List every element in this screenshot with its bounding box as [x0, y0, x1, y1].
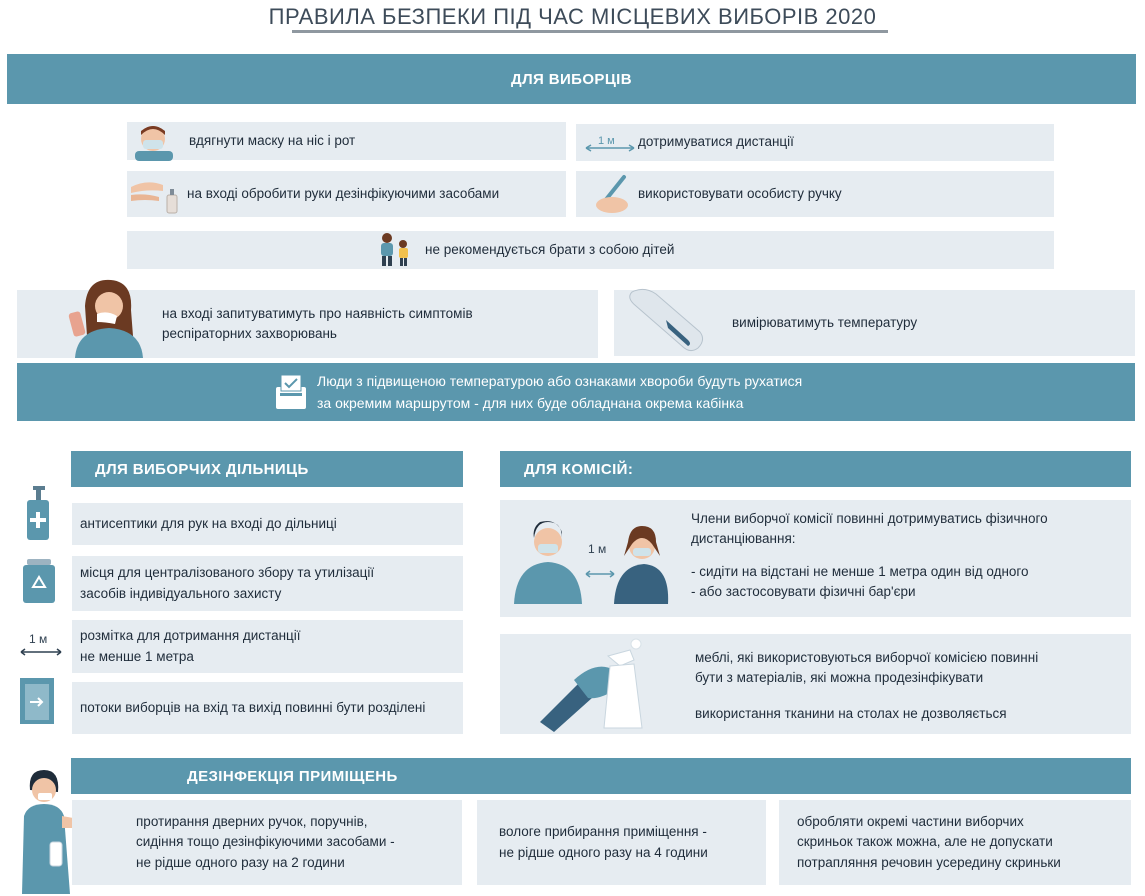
- disinfection-card-ballot-boxes-line3: потрапляння речовин усередину скриньки: [797, 854, 1061, 870]
- card-distance-text: дотримуватися дистанції: [638, 134, 794, 150]
- commission-card-distancing-line3: - сидіти на відстані не менше 1 метра один від одного: [691, 563, 1029, 579]
- card-symptoms-line2: респіраторних захворювань: [162, 326, 337, 341]
- card-pen: [576, 171, 1054, 217]
- station-card-flows: [72, 682, 463, 734]
- title-underline: [292, 30, 888, 33]
- notice-banner: [17, 363, 1135, 421]
- card-children-text: не рекомендується брати з собою дітей: [425, 241, 675, 257]
- card-distance: [576, 124, 1054, 161]
- station-card-flows-text: потоки виборців на вхід та вихід повинні бути розділені: [80, 699, 426, 715]
- commission-distance-label: 1 м: [588, 542, 607, 556]
- commission-card-distancing-line1: Члени виборчої комісії повинні дотримуватись фізичного: [691, 511, 1048, 526]
- spray-bottle-icon: [538, 636, 648, 732]
- station-distance-label: 1 м: [29, 632, 48, 646]
- commission-card-furniture-line1: меблі, які використовуються виборчої комісією повинні: [695, 650, 1039, 665]
- voters-header: [7, 54, 1136, 104]
- station-card-sanitizer: [72, 503, 463, 545]
- card-mask-text: вдягнути маску на ніс і рот: [189, 132, 356, 148]
- disinfection-card-wet-cleaning-line1: вологе прибирання приміщення -: [499, 824, 707, 840]
- masked-people-icon: [510, 514, 670, 604]
- disinfection-card-wet-cleaning: [477, 800, 766, 885]
- distance-label: 1 м: [598, 135, 615, 147]
- page-title: ПРАВИЛА БЕЗПЕКИ ПІД ЧАС МІСЦЕВИХ ВИБОРІВ 2020: [268, 4, 877, 29]
- commission-card-furniture: [500, 634, 1131, 734]
- card-hands: [127, 171, 566, 217]
- commission-card-distancing-line4: - або застосовувати фізичні бар'єри: [691, 583, 916, 599]
- disinfection-card-ballot-boxes: [779, 800, 1131, 885]
- face-mask-icon: [129, 123, 177, 161]
- station-card-disposal: [72, 556, 463, 611]
- card-children: [127, 231, 1054, 269]
- stations-header: [71, 451, 463, 487]
- disinfection-card-ballot-boxes-line1: обробляти окремі частини виборчих: [797, 814, 1024, 830]
- commission-card-distancing: [500, 500, 1131, 617]
- sick-person-icon: [67, 276, 151, 358]
- disinfection-card-handles-line3: не рідше одного разу на 2 години: [136, 854, 345, 870]
- station-card-disposal-line1: місця для централізованого збору та утилізації: [80, 565, 375, 581]
- ballot-box-icon: [274, 373, 308, 411]
- exit-door-icon: [18, 676, 56, 726]
- disinfection-card-wet-cleaning-line2: не рідше одного разу на 4 години: [499, 844, 708, 860]
- disinfection-header: [71, 758, 1131, 794]
- card-symptoms-line1: на вході запитуватимуть про наявність симптомів: [162, 305, 473, 321]
- commissions-header-label: ДЛЯ КОМІСІЙ:: [524, 460, 634, 478]
- card-mask: [127, 122, 566, 160]
- sanitizer-bottle-icon: [23, 484, 53, 542]
- disinfection-card-handles-line2: сидіння тощо дезінфікуючими засобами -: [136, 834, 395, 850]
- commission-card-distancing-line2: дистанціювання:: [691, 531, 796, 547]
- card-symptoms: [17, 290, 598, 358]
- commission-card-furniture-line2: бути з матеріалів, які можна продезінфікувати: [695, 670, 984, 686]
- voters-header-label: ДЛЯ ВИБОРЦІВ: [511, 70, 632, 88]
- disinfection-card-handles-line1: протирання дверних ручок, поручнів,: [136, 814, 368, 830]
- distance-marking-icon: [19, 646, 63, 658]
- commission-card-furniture-line3: використання тканини на столах не дозволяється: [695, 705, 1007, 721]
- notice-line1: Люди з підвищеною температурою або ознаками хвороби будуть рухатися: [317, 373, 803, 389]
- card-hands-text: на вході обробити руки дезінфікуючими засобами: [187, 185, 500, 201]
- disinfection-card-handles: [72, 800, 462, 885]
- pen-hand-icon: [586, 173, 634, 215]
- disinfection-card-ballot-boxes-line2: скриньок також можна, але не допускати: [797, 834, 1053, 850]
- card-temperature-text: вимірюватимуть температуру: [732, 314, 918, 330]
- commissions-header: [500, 451, 1131, 487]
- thermometer-icon: [622, 286, 706, 356]
- card-pen-text: використовувати особисту ручку: [638, 185, 842, 201]
- notice-line2: за окремим маршрутом - для них буде обладнана окрема кабінка: [317, 394, 744, 411]
- children-icon: [373, 232, 417, 268]
- station-card-sanitizer-text: антисептики для рук на вході до дільниці: [80, 515, 337, 531]
- card-temperature: [614, 290, 1135, 356]
- station-card-marking-line2: не менше 1 метра: [80, 648, 194, 664]
- station-card-marking: [72, 620, 463, 673]
- sanitizer-hands-icon: [129, 175, 181, 215]
- stations-header-label: ДЛЯ ВИБОРЧИХ ДІЛЬНИЦЬ: [95, 460, 309, 478]
- disinfection-header-label: ДЕЗІНФЕКЦІЯ ПРИМІЩЕНЬ: [187, 767, 398, 785]
- station-card-disposal-line2: засобів індивідуального захисту: [80, 585, 282, 601]
- station-card-marking-line1: розмітка для дотримання дистанції: [80, 628, 301, 644]
- recycling-bin-icon: [21, 557, 57, 605]
